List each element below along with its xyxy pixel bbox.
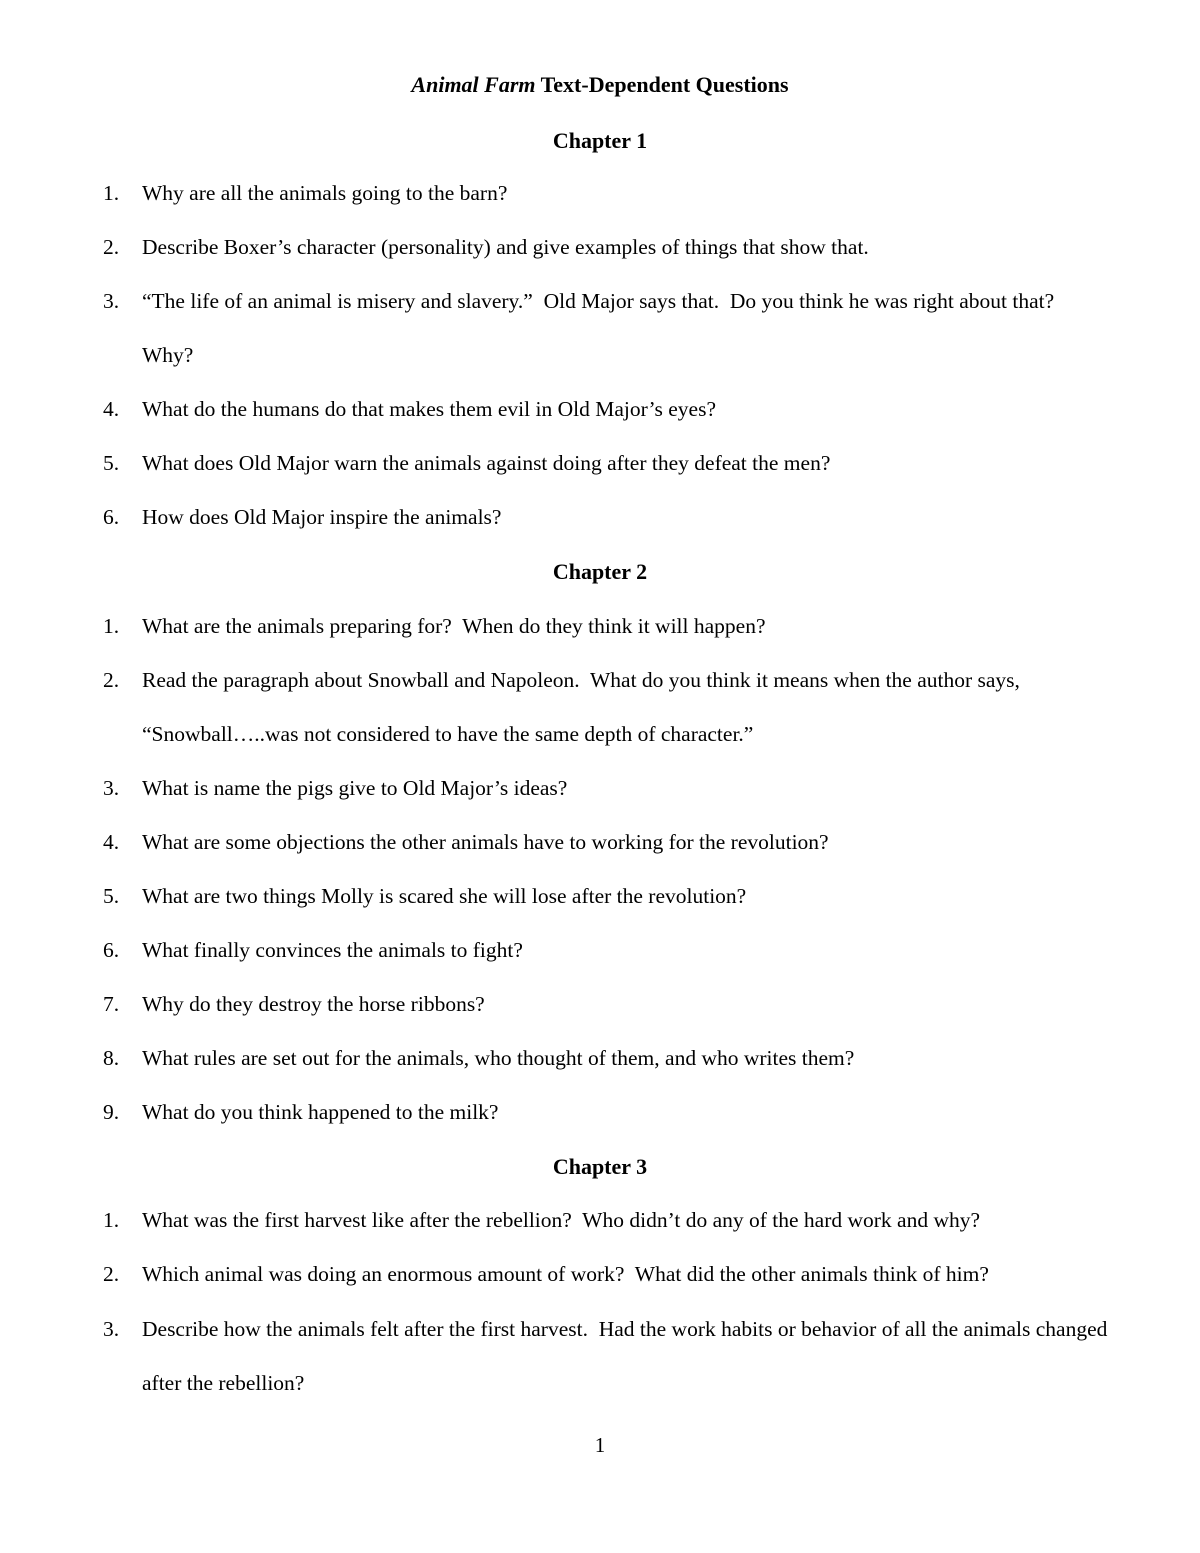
question-number: 4.: [103, 830, 120, 854]
question-item: [103, 1193, 1113, 1247]
question-text: What do the humans do that makes them evil in Old Major’s eyes?: [142, 397, 717, 421]
chapter-heading: Chapter 2: [552, 559, 648, 584]
question-number: 1.: [103, 1208, 120, 1232]
page-number: 1: [594, 1433, 606, 1457]
title-suffix: Text-Dependent Questions: [535, 72, 789, 97]
question-item: [103, 1302, 1113, 1410]
question-item: [103, 436, 1113, 490]
chapter-heading: Chapter 3: [552, 1154, 648, 1179]
chapter-heading: Chapter 1: [552, 128, 648, 153]
question-number: 8.: [103, 1046, 120, 1070]
question-text: What was the first harvest like after the rebellion? Who didn’t do any of the hard work and why?: [142, 1208, 981, 1232]
question-text: Read the paragraph about Snowball and Napoleon. What do you think it means when the author says, “Snowball…..was not considered to have the same depth of character.”: [142, 668, 1026, 746]
question-text: What finally convinces the animals to fight?: [142, 938, 523, 962]
question-text: “The life of an animal is misery and slavery.” Old Major says that. Do you think he was right about that? Why?: [142, 289, 1065, 367]
question-number: 3.: [103, 776, 120, 800]
question-item: [103, 923, 1113, 977]
question-item: [103, 977, 1113, 1031]
question-number: 3.: [103, 289, 120, 313]
question-text: What are some objections the other animals have to working for the revolution?: [142, 830, 829, 854]
question-text: Describe Boxer’s character (personality) and give examples of things that show that.: [142, 235, 869, 259]
question-item: [103, 869, 1113, 923]
book-title: Animal Farm: [411, 72, 536, 97]
question-item: [103, 1031, 1113, 1085]
question-number: 2.: [103, 235, 120, 259]
question-item: [103, 815, 1113, 869]
question-item: [103, 653, 1113, 761]
question-number: 1.: [103, 181, 120, 205]
question-item: [103, 274, 1113, 382]
question-text: What do you think happened to the milk?: [142, 1100, 499, 1124]
question-text: What rules are set out for the animals, who thought of them, and who writes them?: [142, 1046, 855, 1070]
question-item: [103, 166, 1113, 220]
question-item: [103, 1247, 1113, 1301]
question-number: 3.: [103, 1317, 120, 1341]
question-item: [103, 382, 1113, 436]
question-text: Why do they destroy the horse ribbons?: [142, 992, 485, 1016]
question-number: 2.: [103, 1262, 120, 1286]
question-text: Which animal was doing an enormous amount of work? What did the other animals think of him?: [142, 1262, 989, 1286]
question-item: [103, 490, 1113, 544]
question-text: What are two things Molly is scared she will lose after the revolution?: [142, 884, 747, 908]
question-text: What is name the pigs give to Old Major’s ideas?: [142, 776, 568, 800]
question-item: [103, 599, 1113, 653]
question-number: 6.: [103, 505, 120, 529]
question-item: [103, 1085, 1113, 1139]
question-number: 6.: [103, 938, 120, 962]
question-number: 9.: [103, 1100, 120, 1124]
question-number: 2.: [103, 668, 120, 692]
question-item: [103, 761, 1113, 815]
question-text: Describe how the animals felt after the first harvest. Had the work habits or behavior of all the animals changed after the rebellion?: [142, 1317, 1113, 1395]
question-text: Why are all the animals going to the barn?: [142, 181, 508, 205]
question-item: [103, 220, 1113, 274]
question-text: What are the animals preparing for? When do they think it will happen?: [142, 614, 766, 638]
document-title: [0, 70, 1200, 100]
question-number: 4.: [103, 397, 120, 421]
question-text: What does Old Major warn the animals against doing after they defeat the men?: [142, 451, 831, 475]
question-number: 1.: [103, 614, 120, 638]
question-number: 7.: [103, 992, 120, 1016]
question-text: How does Old Major inspire the animals?: [142, 505, 502, 529]
question-number: 5.: [103, 451, 120, 475]
question-number: 5.: [103, 884, 120, 908]
